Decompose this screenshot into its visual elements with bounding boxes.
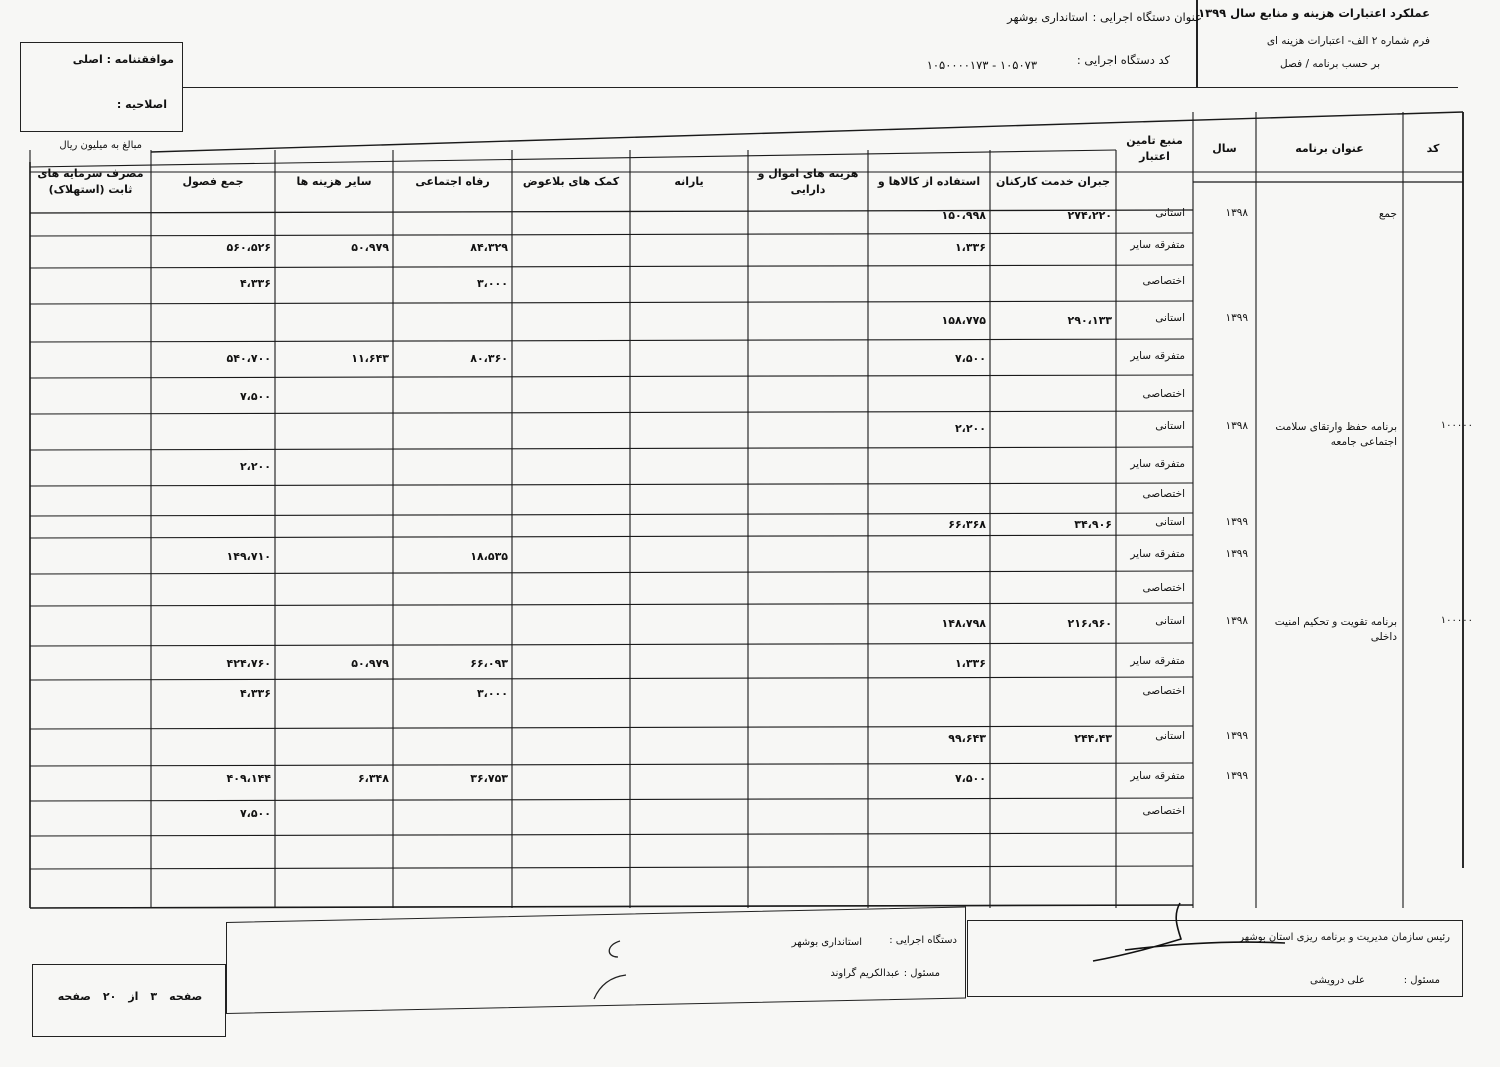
table-cell-year: ۱۳۹۹ [1225,516,1248,528]
table-cell-goods: ۷،۵۰۰ [954,772,986,785]
table-cell-source: اختصاصی [1142,275,1185,287]
table-cell-year: ۱۳۹۹ [1225,730,1248,742]
table-cell-total: ۴۰۹،۱۴۴ [226,772,271,785]
table-cell-goods: ۱۵۸،۷۷۵ [941,314,986,327]
table-header-cell: سال [1212,141,1237,155]
page-suffix: صفحه [57,990,91,1003]
table-cell-goods: ۱۴۸،۷۹۸ [941,617,986,630]
page-current: ۳ [150,990,158,1003]
table-header-cell: جبران خدمت کارکنان [995,174,1111,188]
table-cell-other: ۱۱،۶۴۳ [351,352,389,365]
table-cell-source: متفرقه سایر [1130,458,1185,470]
form-subtitle-2: بر حسب برنامه / فصل [1280,58,1380,70]
table-cell-total: ۱۴۹،۷۱۰ [226,550,271,563]
agency-code-value: ۱۰۵۰۷۳ - ۱۰۵۰۰۰۰۱۷۳ [926,58,1037,72]
table-header-cell: سایر هزینه ها [296,174,372,188]
table-header-cell: رفاه اجتماعی [415,174,490,188]
agency-title-value: استانداری بوشهر [1007,10,1088,24]
table-cell-source: استانی [1155,420,1185,432]
table-cell-other: ۶،۳۴۸ [357,772,389,785]
table-cell-comp: ۲۹۰،۱۳۳ [1067,314,1112,327]
table-cell-comp: ۲۴۴،۴۳ [1074,732,1112,745]
form-subtitle: فرم شماره ۲ الف- اعتبارات هزینه ای [1266,35,1430,47]
table-cell-program: برنامه حفظ وارتقای سلامت اجتماعی جامعه [1275,421,1397,448]
footer-responsible-value: عبدالکریم گراوند [830,968,900,979]
table-cell-goods: ۶۶،۳۶۸ [948,518,986,531]
table-cell-other: ۵۰،۹۷۹ [351,241,389,254]
table-cell-goods: ۱،۳۳۶ [954,657,986,670]
table-cell-welfare: ۶۶،۰۹۳ [470,657,508,670]
footer-agency-label: دستگاه اجرایی : [889,935,957,946]
table-cell-year: ۱۳۹۸ [1225,420,1248,432]
page-number [40,990,220,1003]
table-cell-year: ۱۳۹۹ [1225,312,1248,324]
footer-agency-value: استانداری بوشهر [791,937,862,948]
table-header-cell: کد [1426,141,1440,155]
table-cell-source: متفرقه سایر [1130,655,1185,667]
table-cell-source: اختصاصی [1142,805,1185,817]
table-cell-program: برنامه تقویت و تحکیم امنیت داخلی [1274,616,1397,643]
table-cell-source: استانی [1155,312,1185,324]
table-cell-source: استانی [1155,207,1185,219]
agreement-amendment: اصلاحیه : [116,98,167,111]
table-header-cell: جمع فصول [182,174,244,188]
footer-right-responsible-label: مسئول : [1403,975,1440,986]
table-header-cell: کمک های بلاعوض [522,174,620,188]
table-cell-comp: ۲۷۴،۲۲۰ [1067,209,1112,222]
table-cell-welfare: ۳،۰۰۰ [476,277,508,290]
table-cell-total: ۲،۲۰۰ [239,460,271,473]
table-cell-source: اختصاصی [1142,685,1185,697]
page-label: صفحه [169,990,203,1003]
table-cell-welfare: ۱۸،۵۳۵ [470,550,508,563]
table-cell-comp: ۲۱۶،۹۶۰ [1067,617,1112,630]
page-total: ۲۰ [102,990,117,1003]
unit-note: مبالغ به میلیون ریال [59,140,142,151]
table-cell-code: ۱۰۰۰۰۰ [1440,420,1473,431]
table-cell-total: ۴،۳۳۶ [239,277,271,290]
table-cell-year: ۱۳۹۹ [1225,770,1248,782]
table-cell-source: متفرقه سایر [1130,239,1185,251]
table-header-cell: استفاده از کالاها و [877,174,981,188]
table-cell-year: ۱۳۹۹ [1225,548,1248,560]
table-cell-source: اختصاصی [1142,582,1185,594]
agreement-original: موافقتنامه : اصلی [72,53,174,66]
table-header-cell: منبع تامین اعتبار [1126,133,1183,163]
table-cell-goods: ۱،۳۳۶ [954,241,986,254]
form-title: عملکرد اعتبارات هزینه و منابع سال ۱۳۹۹ [1198,6,1430,20]
table-header-cell: عنوان برنامه [1295,141,1364,155]
page-of: از [128,990,139,1003]
table-cell-comp: ۳۴،۹۰۶ [1074,518,1112,531]
table-cell-welfare: ۳۶،۷۵۳ [470,772,508,785]
table-cell-goods: ۹۹،۶۴۳ [948,732,986,745]
signature-right [1085,895,1345,975]
footer-right-responsible-value: علی درویشی [1310,975,1365,986]
table-cell-source: متفرقه سایر [1130,350,1185,362]
signature-left [590,935,650,1015]
table-cell-total: ۵۶۰،۵۲۶ [226,241,271,254]
table-cell-year: ۱۳۹۸ [1225,615,1248,627]
table-cell-program: جمع [1378,208,1397,220]
table-header-cell: هزینه های اموال و دارایی [757,166,859,196]
table-cell-total: ۴۲۴،۷۶۰ [226,657,271,670]
table-cell-welfare: ۳،۰۰۰ [476,687,508,700]
table-header-cell: مصرف سرمایه های ثابت (استهلاک) [37,166,144,196]
table-header-cell: یارانه [674,174,704,188]
table-cell-source: متفرقه سایر [1130,548,1185,560]
agency-code-label: کد دستگاه اجرایی : [1076,53,1170,67]
table-cell-goods: ۷،۵۰۰ [954,352,986,365]
table-cell-total: ۴،۳۳۶ [239,687,271,700]
table-cell-total: ۷،۵۰۰ [239,390,271,403]
table-cell-goods: ۲،۲۰۰ [954,422,986,435]
table-cell-source: متفرقه سایر [1130,770,1185,782]
footer-right-title: رئیس سازمان مدیریت و برنامه ریزی استان بوشهر [1239,932,1450,943]
table-cell-source: استانی [1155,615,1185,627]
table-cell-year: ۱۳۹۸ [1225,207,1248,219]
table-cell-goods: ۱۵۰،۹۹۸ [941,209,986,222]
table-cell-source: اختصاصی [1142,488,1185,500]
table-cell-source: استانی [1155,730,1185,742]
agency-title-label: عنوان دستگاه اجرایی : [1092,10,1202,24]
table-cell-source: اختصاصی [1142,388,1185,400]
table-cell-total: ۵۴۰،۷۰۰ [226,352,271,365]
table-cell-welfare: ۸۰،۳۶۰ [470,352,508,365]
table-cell-other: ۵۰،۹۷۹ [351,657,389,670]
footer-responsible-label: مسئول : [903,968,940,979]
table-cell-source: استانی [1155,516,1185,528]
table-cell-welfare: ۸۴،۳۲۹ [470,241,508,254]
table-cell-total: ۷،۵۰۰ [239,807,271,820]
table-cell-code: ۱۰۰۰۰۰ [1440,615,1473,626]
